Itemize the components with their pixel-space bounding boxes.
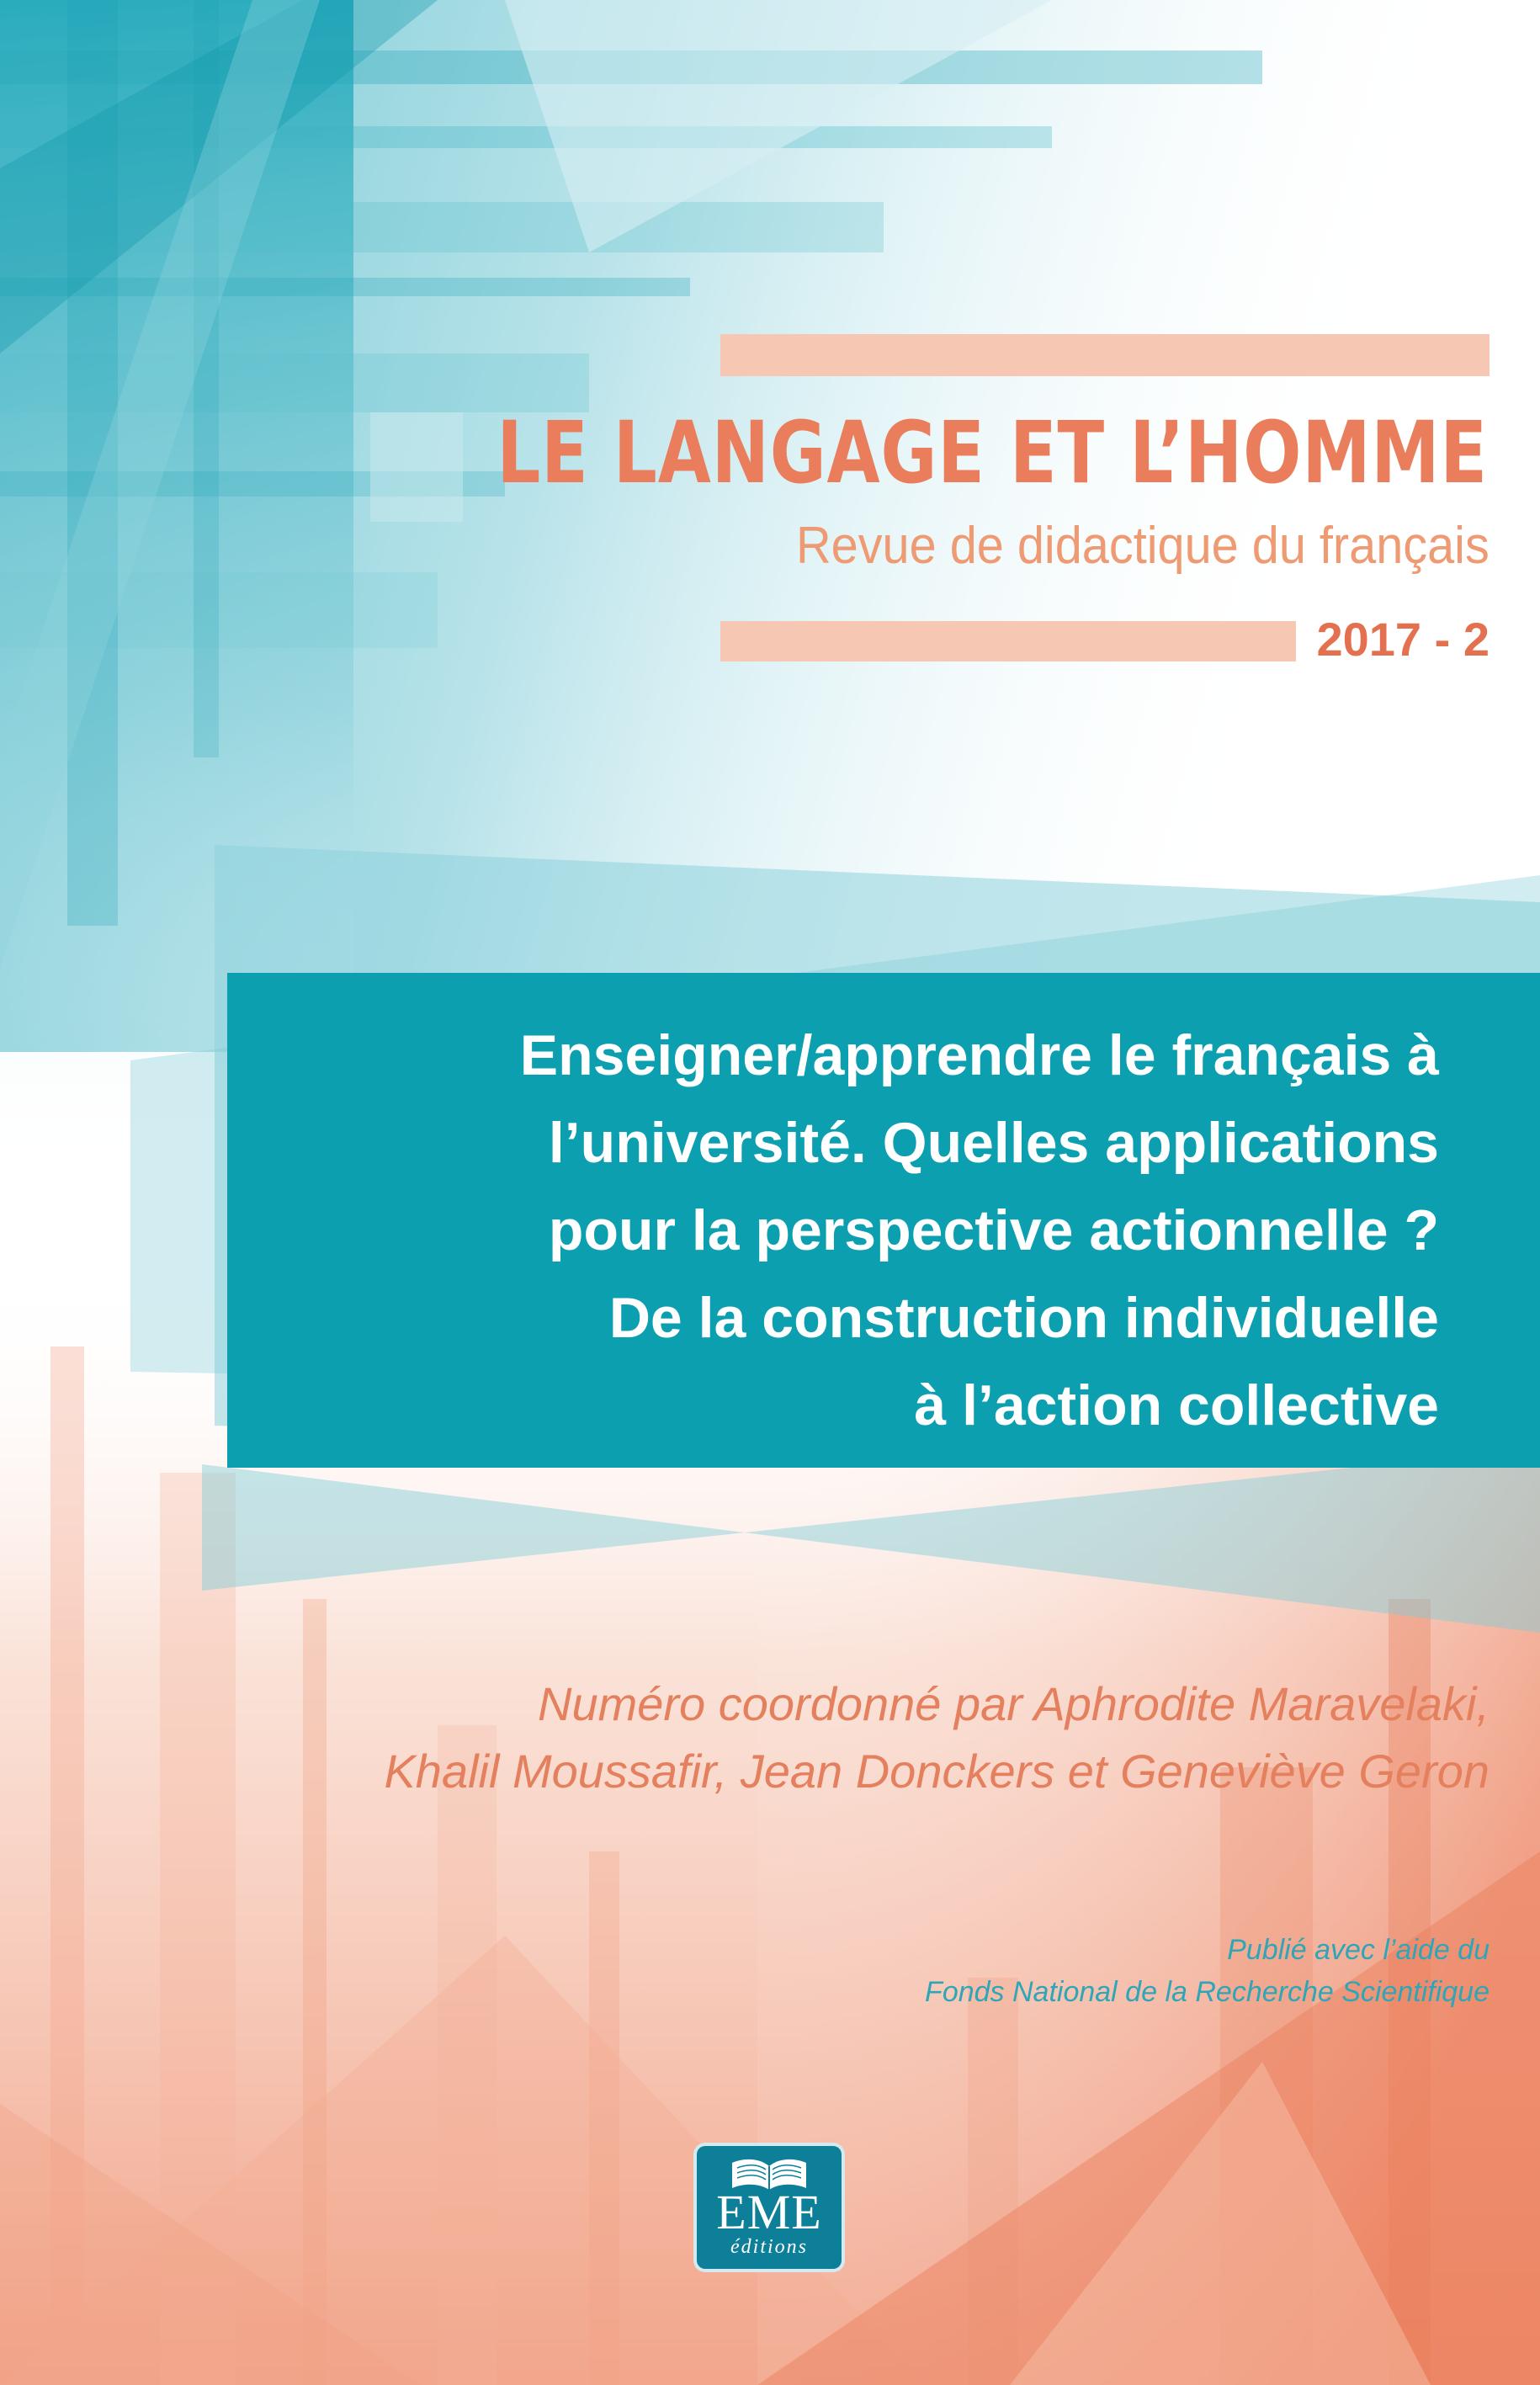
publisher-logo (697, 2146, 842, 2269)
funding-line: Fonds National de la Recherche Scientifique (925, 1976, 1490, 2008)
theme-title-line: à l’action collective (914, 1373, 1439, 1437)
theme-title (261, 1012, 1439, 1449)
publisher-subname: éditions (730, 2236, 808, 2258)
journal-title: LE LANGAGE ET L’HOMME (497, 403, 1488, 503)
theme-title-line: l’université. Quelles applications (548, 1111, 1439, 1175)
funding-line: Publié avec l’aide du (1227, 1934, 1490, 1966)
theme-title-line: De la construction individuelle (608, 1286, 1439, 1350)
coordinators-line: Numéro coordonné par Aphrodite Maravelaki, (538, 1677, 1490, 1730)
funding-credit (480, 1929, 1490, 2013)
top-decorative-bar (720, 334, 1490, 376)
coordinators-credit (143, 1671, 1490, 1805)
theme-title-line: Enseigner/apprendre le français à (519, 1023, 1439, 1087)
coordinators-line: Khalil Moussafir, Jean Donckers et Geneviève Geron (384, 1745, 1490, 1798)
journal-subtitle: Revue de didactique du français (796, 517, 1490, 575)
theme-title-line: pour la perspective actionnelle ? (548, 1198, 1439, 1262)
publisher-name: EME (716, 2185, 822, 2239)
bottom-decorative-bar (720, 621, 1296, 661)
issue-number: 2017 - 2 (1316, 613, 1490, 666)
